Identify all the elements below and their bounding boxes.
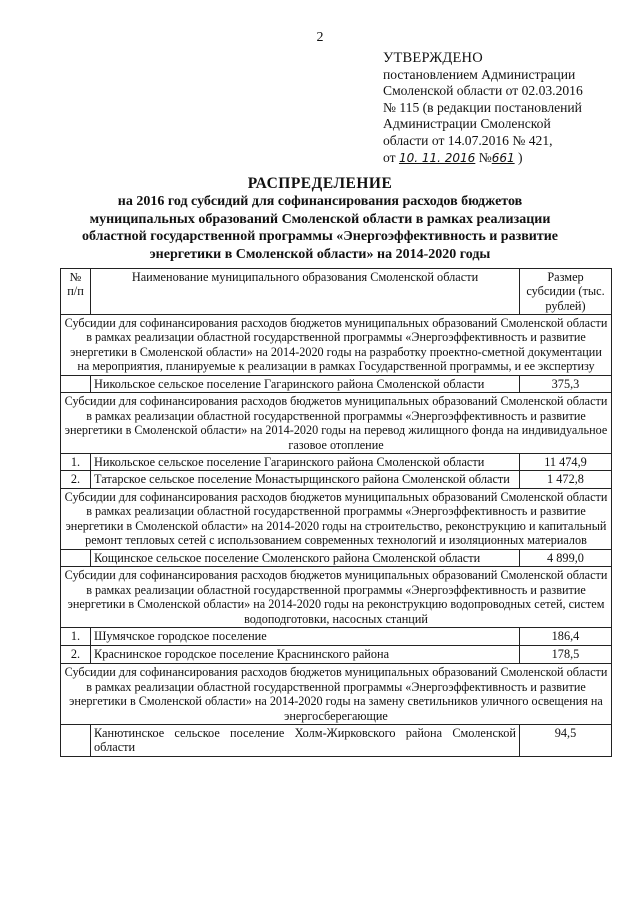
section-row xyxy=(61,664,612,725)
row-amount: 178,5 xyxy=(520,646,612,664)
section-title: Субсидии для софинансирования расходов бюджетов муниципальных образований Смоленской области в рамках реализации областной государственной программы «Энергоэффективность и развитие энергетики в Смоленской области» на 2014-2020 годы на перевод жилищного фонда на индивидуальное газовое отопление xyxy=(61,393,612,454)
section-row xyxy=(61,393,612,454)
section-title: Субсидии для софинансирования расходов бюджетов муниципальных образований Смоленской области в рамках реализации областной государственной программы «Энергоэффективность и развитие энергетики в Смоленской области» на 2014-2020 годы на реконструкцию водопроводных сетей, систем водоподготовки, насосных станций xyxy=(61,567,612,628)
row-name: Никольское сельское поселение Гагаринского района Смоленской области xyxy=(91,375,520,392)
table-row xyxy=(61,454,612,471)
row-number xyxy=(61,375,91,392)
table-row xyxy=(61,725,612,757)
document-title: РАСПРЕДЕЛЕНИЕ xyxy=(247,175,393,192)
approval-line: постановлением Администрации xyxy=(383,66,576,82)
row-amount: 1 472,8 xyxy=(520,471,612,488)
approval-line: области от 14.07.2016 № 421, xyxy=(383,132,553,148)
section-title: Субсидии для софинансирования расходов бюджетов муниципальных образований Смоленской области в рамках реализации областной государственной программы «Энергоэффективность и развитие энергетики в Смоленской области» на 2014-2020 годы на замену светильников уличного освещения на энергосберегающие xyxy=(61,664,612,725)
row-name: Никольское сельское поселение Гагаринского района Смоленской области xyxy=(91,454,520,471)
row-name: Краснинское городское поселение Краснинского района xyxy=(91,646,520,664)
approval-line: № 115 (в редакции постановлений xyxy=(383,99,582,115)
number-prefix: № xyxy=(478,149,492,165)
section-row xyxy=(61,488,612,549)
approval-heading: УТВЕРЖДЕНО xyxy=(383,50,483,66)
section-row xyxy=(61,314,612,375)
signed-suffix: ) xyxy=(518,149,523,165)
row-name: Канютинское сельское поселение Холм-Жирковского района Смоленской области xyxy=(91,725,520,757)
section-row xyxy=(61,567,612,628)
row-number xyxy=(61,725,91,757)
row-amount: 375,3 xyxy=(520,375,612,392)
header-size: Размер субсидии (тыс. рублей) xyxy=(520,269,612,315)
row-amount: 186,4 xyxy=(520,628,612,646)
header-num: № п/п xyxy=(61,269,91,315)
row-name: Шумячское городское поселение xyxy=(91,628,520,646)
signed-number: 661 xyxy=(491,150,515,165)
row-number: 1. xyxy=(61,454,91,471)
approval-line: Администрации Смоленской xyxy=(383,116,551,132)
table-row xyxy=(61,549,612,566)
subsidy-table xyxy=(60,268,612,757)
table-row xyxy=(61,628,612,646)
page-number: 2 xyxy=(316,30,324,45)
row-amount: 11 474,9 xyxy=(520,454,612,471)
header-name: Наименование муниципального образования Смоленской области xyxy=(91,269,520,315)
table-row xyxy=(61,471,612,488)
signed-date: 10. 11. 2016 xyxy=(398,150,476,165)
table-row xyxy=(61,375,612,392)
row-number xyxy=(61,549,91,566)
row-amount: 94,5 xyxy=(520,725,612,757)
approval-line: Смоленской области от 02.03.2016 xyxy=(383,83,583,99)
approval-signed-line xyxy=(383,150,633,167)
document-subtitle: на 2016 год субсидий для софинансирования расходов бюджетов муниципальных образований Смоленской области в рамках реализации областной государственной программы «Энергоэффективность и развитие энергетики в Смоленской области» на 2014-2020 годы xyxy=(81,194,558,262)
row-number: 1. xyxy=(61,628,91,646)
row-name: Татарское сельское поселение Монастырщинского района Смоленской области xyxy=(91,471,520,488)
row-number: 2. xyxy=(61,646,91,664)
table-row xyxy=(61,646,612,664)
signed-prefix: от xyxy=(383,149,396,165)
section-title: Субсидии для софинансирования расходов бюджетов муниципальных образований Смоленской области в рамках реализации областной государственной программы «Энергоэффективность и развитие энергетики в Смоленской области» на 2014-2020 годы на строительство, реконструкцию и капитальный ремонт тепловых сетей с использованием современных технологий и изоляционных материалов xyxy=(61,488,612,549)
section-title: Субсидии для софинансирования расходов бюджетов муниципальных образований Смоленской области в рамках реализации областной государственной программы «Энергоэффективность и развитие энергетики в Смоленской области» на 2014-2020 годы на разработку проектно-сметной документации на мероприятия, планируемые к реализации в рамках Государственной программы, и ее экспертизу xyxy=(61,314,612,375)
row-name: Кощинское сельское поселение Смоленского района Смоленской области xyxy=(91,549,520,566)
row-number: 2. xyxy=(61,471,91,488)
approval-block xyxy=(383,50,633,166)
row-amount: 4 899,0 xyxy=(520,549,612,566)
